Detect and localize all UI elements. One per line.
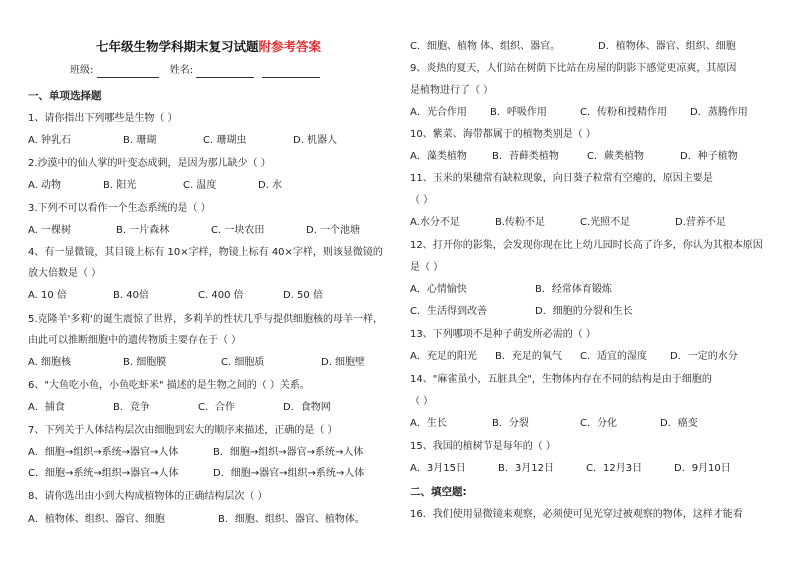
option-d[interactable]: D．细胞→器官→组织→系统→人体 [213, 468, 365, 479]
question-options [410, 283, 772, 297]
class-label: 班级: [70, 65, 94, 76]
option-a[interactable]: A. 钟乳石 [28, 135, 72, 146]
question-text: 6、"大鱼吃小鱼，小鱼吃虾米" 描述的是生物之间的（ ）关系。 [28, 380, 310, 391]
question-options [410, 106, 772, 120]
option-a[interactable]: A. 10 倍 [28, 290, 67, 301]
question-text: 是（ ） [410, 262, 444, 273]
question-text: 7、下列关于人体结构层次由细胞到宏大的顺序来描述，正确的是（ ） [28, 425, 338, 436]
right-column [410, 0, 772, 561]
question-text: 9、炎热的夏天，人们站在树荫下比站在房屋的阴影下感觉更凉爽，其原因 [410, 63, 737, 74]
option-c[interactable]: C．传粉和授精作用 [580, 107, 667, 118]
question-options [28, 224, 383, 238]
option-c[interactable]: C．细胞→系统→组织→器官→人体 [28, 468, 179, 479]
option-c[interactable]: C．分化 [580, 418, 617, 429]
option-d[interactable]: D. 细胞壁 [321, 357, 366, 368]
section-heading: 一、单项选择题 [28, 90, 102, 102]
option-c[interactable]: C．12月3日 [586, 463, 643, 474]
question-text: 12、打开你的影集，会发现你现在比上幼儿园时长高了许多，你认为其根本原因 [410, 240, 763, 251]
option-c[interactable]: C. 400 倍 [198, 290, 244, 301]
option-a[interactable]: A．捕食 [28, 402, 65, 413]
option-d[interactable]: D．植物体、器官、组织、细胞 [598, 41, 736, 52]
option-a[interactable]: A．细胞→组织→系统→器官→人体 [28, 447, 179, 458]
question-options [410, 216, 772, 230]
option-b[interactable]: B. 细胞膜 [123, 357, 167, 368]
option-c[interactable]: C. 细胞质 [221, 357, 265, 368]
question-options [410, 40, 772, 54]
option-a[interactable]: A．心情愉快 [410, 284, 467, 295]
option-c[interactable]: C. 温度 [183, 180, 217, 191]
option-d[interactable]: D．种子植物 [680, 151, 738, 162]
option-b[interactable]: B. 阳光 [103, 180, 137, 191]
option-d[interactable]: D．9月10日 [674, 463, 731, 474]
question-options [28, 446, 383, 460]
name-label: 姓名: [169, 65, 194, 76]
page-title: 七年级生物学科期末复习试题附参考答案 [96, 39, 322, 54]
option-a[interactable]: A. 细胞核 [28, 357, 72, 368]
question-text: 8、请你选出由小到大构成植物体的正确结构层次（ ） [28, 491, 268, 502]
option-b[interactable]: B.传粉不足 [495, 217, 546, 228]
option-b[interactable]: B．竞争 [113, 402, 150, 413]
question-options [410, 150, 772, 164]
question-text: 是植物进行了（ ） [410, 85, 494, 96]
question-options [28, 467, 383, 481]
option-b[interactable]: B．经常体育锻炼 [535, 284, 612, 295]
question-text: 10、紫菜、海带都属于的植物类别是（ ） [410, 129, 596, 140]
option-d[interactable]: D．食物网 [283, 402, 331, 413]
section-heading: 二、填空题: [410, 486, 467, 498]
option-b[interactable]: B．3月12日 [498, 463, 554, 474]
option-d[interactable]: D．一定的水分 [670, 351, 738, 362]
option-d[interactable]: D．细胞的分裂和生长 [535, 306, 633, 317]
option-c[interactable]: C．合作 [198, 402, 235, 413]
question-text: 16．我们使用显微镜来观察，必须使可见光穿过被观察的物体，这样才能看 [410, 509, 743, 520]
question-options [28, 356, 383, 370]
question-text: 2.沙漠中的仙人掌的叶变态成刺，是因为那儿缺少（ ） [28, 158, 271, 169]
name-blank-2[interactable] [262, 66, 320, 78]
option-a[interactable]: A．光合作用 [410, 107, 467, 118]
option-c[interactable]: C. 一块农田 [211, 225, 265, 236]
option-d[interactable]: D. 一个池塘 [306, 225, 361, 236]
option-d[interactable]: D．癌变 [660, 418, 698, 429]
option-d[interactable]: D．蒸腾作用 [690, 107, 748, 118]
option-a[interactable]: A. 动物 [28, 180, 62, 191]
question-options [28, 513, 383, 527]
option-b[interactable]: B．呼吸作用 [490, 107, 547, 118]
option-b[interactable]: B．分裂 [492, 418, 529, 429]
option-c[interactable]: C．适宜的湿度 [580, 351, 647, 362]
option-b[interactable]: B．细胞→组织→器官→系统→人体 [213, 447, 364, 458]
class-blank[interactable] [97, 66, 159, 78]
left-column [28, 0, 383, 561]
question-text: 14、"麻雀虽小，五脏具全"，生物体内存在不同的结构是由于细胞的 [410, 374, 712, 385]
question-options [28, 289, 383, 303]
option-d[interactable]: D. 水 [258, 180, 283, 191]
option-b[interactable]: B．细胞、组织、器官、植物体。 [218, 514, 365, 525]
question-options [410, 462, 772, 476]
question-text: 4、有一显微镜，其目镜上标有 10×字样，物镜上标有 40×字样，则该显微镜的 [28, 247, 383, 258]
option-b[interactable]: B. 珊瑚 [123, 135, 157, 146]
question-options [28, 134, 383, 148]
option-a[interactable]: A．充足的阳光 [410, 351, 477, 362]
option-b[interactable]: B. 40倍 [113, 290, 149, 301]
question-text: （ ） [410, 396, 434, 407]
option-c[interactable]: C．细胞、植物 体、组织、器官。 [410, 41, 561, 52]
option-c[interactable]: C．蕨类植物 [587, 151, 644, 162]
question-text: 放大倍数是（ ） [28, 268, 102, 279]
question-options [410, 417, 772, 431]
option-a[interactable]: A.水分不足 [410, 217, 460, 228]
question-options [410, 305, 772, 319]
option-b[interactable]: B．苔藓类植物 [492, 151, 559, 162]
option-a[interactable]: A．藻类植物 [410, 151, 467, 162]
question-text: 15、我国的植树节是每年的（ ） [410, 441, 556, 452]
question-text: 13、下列哪项不是种子萌发所必需的（ ） [410, 329, 596, 340]
question-text: （ ） [410, 195, 434, 206]
option-b[interactable]: B. 一片森林 [116, 225, 170, 236]
option-a[interactable]: A．生长 [410, 418, 447, 429]
name-blank-1[interactable] [196, 66, 254, 78]
option-d[interactable]: D.营养不足 [675, 217, 726, 228]
student-info [70, 64, 320, 78]
question-options [28, 179, 383, 193]
option-c[interactable]: C.光照不足 [580, 217, 631, 228]
question-options [410, 350, 772, 364]
option-a[interactable]: A. 一棵树 [28, 225, 72, 236]
option-d[interactable]: D. 50 倍 [283, 290, 323, 301]
question-text: 3.下列不可以看作一个生态系统的是（ ） [28, 203, 211, 214]
question-options [28, 401, 383, 415]
question-text: 由此可以推断细胞中的遗传物质主要存在于（ ） [28, 335, 242, 346]
option-a[interactable]: A．植物体、组织、器官、细胞 [28, 514, 165, 525]
option-c[interactable]: C. 珊瑚虫 [203, 135, 247, 146]
question-text: 1、请你指出下列哪些是生物（ ） [28, 113, 178, 124]
option-d[interactable]: D. 机器人 [293, 135, 338, 146]
option-a[interactable]: A．3月15日 [410, 463, 466, 474]
question-text: 5.克隆羊'多莉'的诞生震惊了世界，多莉羊的性状几乎与提供细胞核的母羊一样， [28, 314, 384, 325]
question-text: 11、玉米的果穗常有缺粒现象，向日葵子粒常有空瘪的，原因主要是 [410, 173, 713, 184]
option-b[interactable]: B．充足的氧气 [495, 351, 562, 362]
option-c[interactable]: C．生活得到改善 [410, 306, 487, 317]
